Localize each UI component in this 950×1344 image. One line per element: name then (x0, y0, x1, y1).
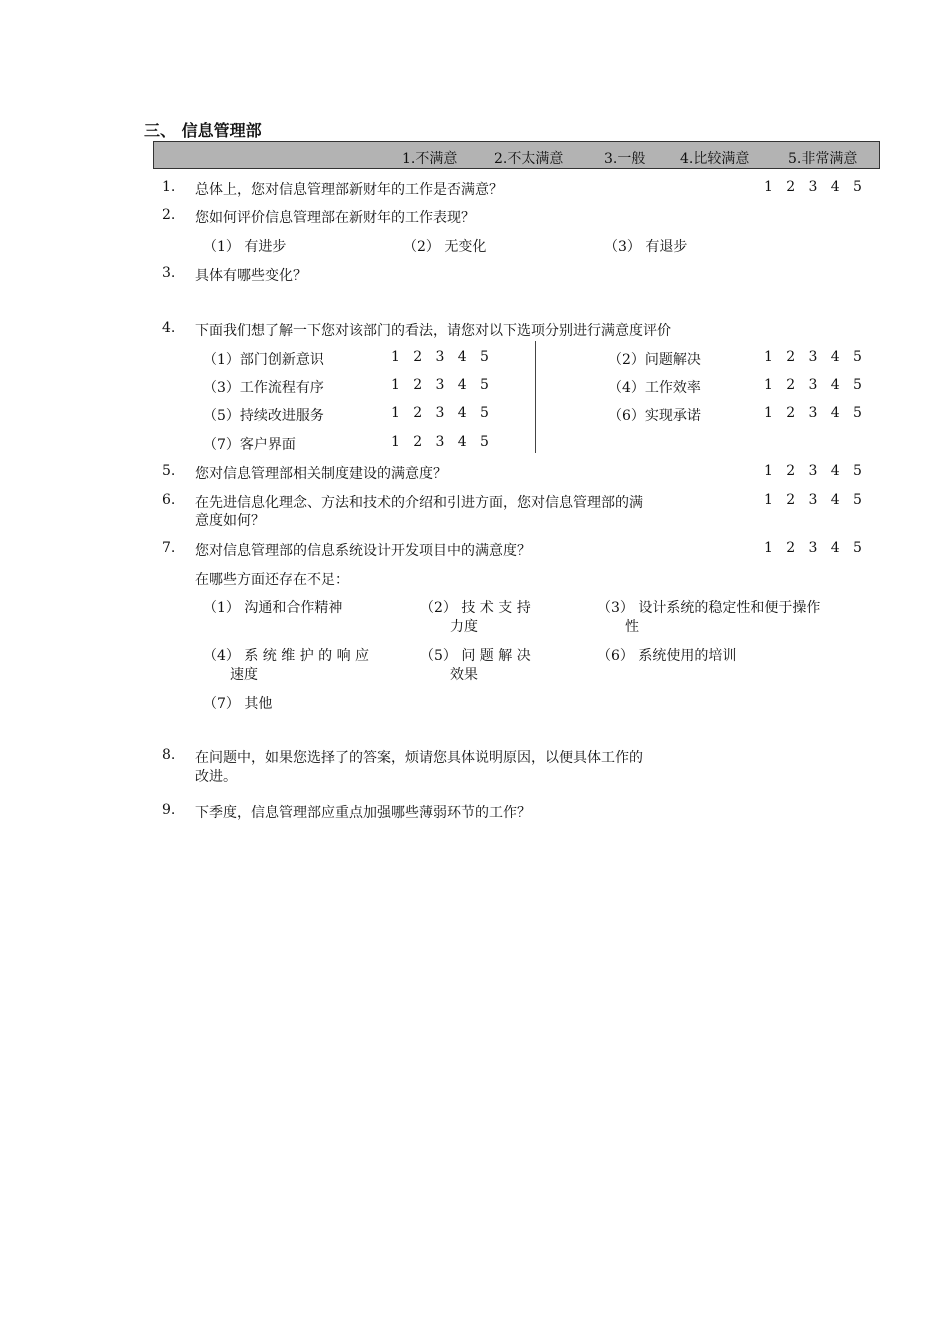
q7-option-6: （6） 系统使用的培训 (597, 648, 737, 664)
q7-text: 您对信息管理部的信息系统设计开发项目中的满意度？ (195, 543, 531, 559)
q4-number: 4. (162, 320, 176, 336)
q8-number: 8. (162, 747, 176, 763)
q4-item-6-rating: 1 2 3 4 5 (764, 405, 862, 421)
q4-item-1-rating: 1 2 3 4 5 (391, 349, 489, 365)
q4-item-7-rating: 1 2 3 4 5 (391, 434, 489, 450)
q7-option-5: （5） 问 题 解 决 (420, 648, 531, 664)
q7-option-2: （2） 技 术 支 持 (420, 600, 531, 616)
q4-item-3-rating: 1 2 3 4 5 (391, 377, 489, 393)
q7-rating: 1 2 3 4 5 (764, 540, 862, 556)
q6-rating: 1 2 3 4 5 (764, 492, 862, 508)
q6-number: 6. (162, 492, 176, 508)
scale-label-5: 5.非常满意 (788, 151, 858, 167)
q7-option-2-cont: 力度 (450, 619, 478, 635)
q1-number: 1. (162, 179, 176, 195)
scale-label-4: 4.比较满意 (680, 151, 750, 167)
q2-option-1: （1） 有进步 (203, 239, 287, 255)
scale-label-2: 2.不太满意 (494, 151, 564, 167)
q1-text: 总体上，您对信息管理部新财年的工作是否满意？ (195, 182, 503, 198)
q4-text: 下面我们想了解一下您对该部门的看法，请您对以下选项分别进行满意度评价 (195, 323, 671, 339)
q2-option-2: （2） 无变化 (403, 239, 487, 255)
q4-item-2: （2）问题解决 (608, 352, 701, 368)
q4-item-7: （7）客户界面 (203, 437, 296, 453)
q4-item-1: （1）部门创新意识 (203, 352, 324, 368)
q4-item-4-rating: 1 2 3 4 5 (764, 377, 862, 393)
q5-text: 您对信息管理部相关制度建设的满意度？ (195, 466, 447, 482)
q4-item-4: （4）工作效率 (608, 380, 701, 396)
scale-label-1: 1.不满意 (402, 151, 458, 167)
rating-scale-header (153, 141, 880, 169)
q1-rating: 1 2 3 4 5 (764, 179, 862, 195)
q3-text: 具体有哪些变化？ (195, 268, 307, 284)
q4-item-3: （3）工作流程有序 (203, 380, 324, 396)
q4-item-5: （5）持续改进服务 (203, 408, 324, 424)
section-title: 三、 信息管理部 (144, 121, 262, 140)
q8-text-line1: 在问题中，如果您选择了的答案，烦请您具体说明原因，以便具体工作的 (195, 750, 643, 766)
q7-number: 7. (162, 540, 176, 556)
q5-number: 5. (162, 463, 176, 479)
q7-option-4: （4） 系 统 维 护 的 响 应 (203, 648, 370, 664)
q4-column-divider (535, 341, 536, 453)
q9-number: 9. (162, 802, 176, 818)
q6-text-line1: 在先进信息化理念、方法和技术的介绍和引进方面，您对信息管理部的满 (195, 495, 643, 511)
q2-number: 2. (162, 207, 176, 223)
q4-item-2-rating: 1 2 3 4 5 (764, 349, 862, 365)
q2-option-3: （3） 有退步 (604, 239, 688, 255)
q3-number: 3. (162, 265, 176, 281)
q7-option-1: （1） 沟通和合作精神 (203, 600, 343, 616)
q7-option-3-cont: 性 (625, 619, 639, 635)
q2-text: 您如何评价信息管理部在新财年的工作表现？ (195, 210, 475, 226)
q7-subtext: 在哪些方面还存在不足： (195, 572, 349, 588)
q8-text-line2: 改进。 (195, 769, 237, 785)
q7-option-3: （3） 设计系统的稳定性和便于操作 (597, 600, 821, 616)
q9-text: 下季度，信息管理部应重点加强哪些薄弱环节的工作？ (195, 805, 531, 821)
q4-item-5-rating: 1 2 3 4 5 (391, 405, 489, 421)
q5-rating: 1 2 3 4 5 (764, 463, 862, 479)
q7-option-5-cont: 效果 (450, 667, 478, 683)
q7-option-7: （7） 其他 (203, 696, 273, 712)
q7-option-4-cont: 速度 (230, 667, 258, 683)
q4-item-6: （6）实现承诺 (608, 408, 701, 424)
q6-text-line2: 意度如何？ (195, 513, 265, 529)
scale-label-3: 3.一般 (604, 151, 646, 167)
